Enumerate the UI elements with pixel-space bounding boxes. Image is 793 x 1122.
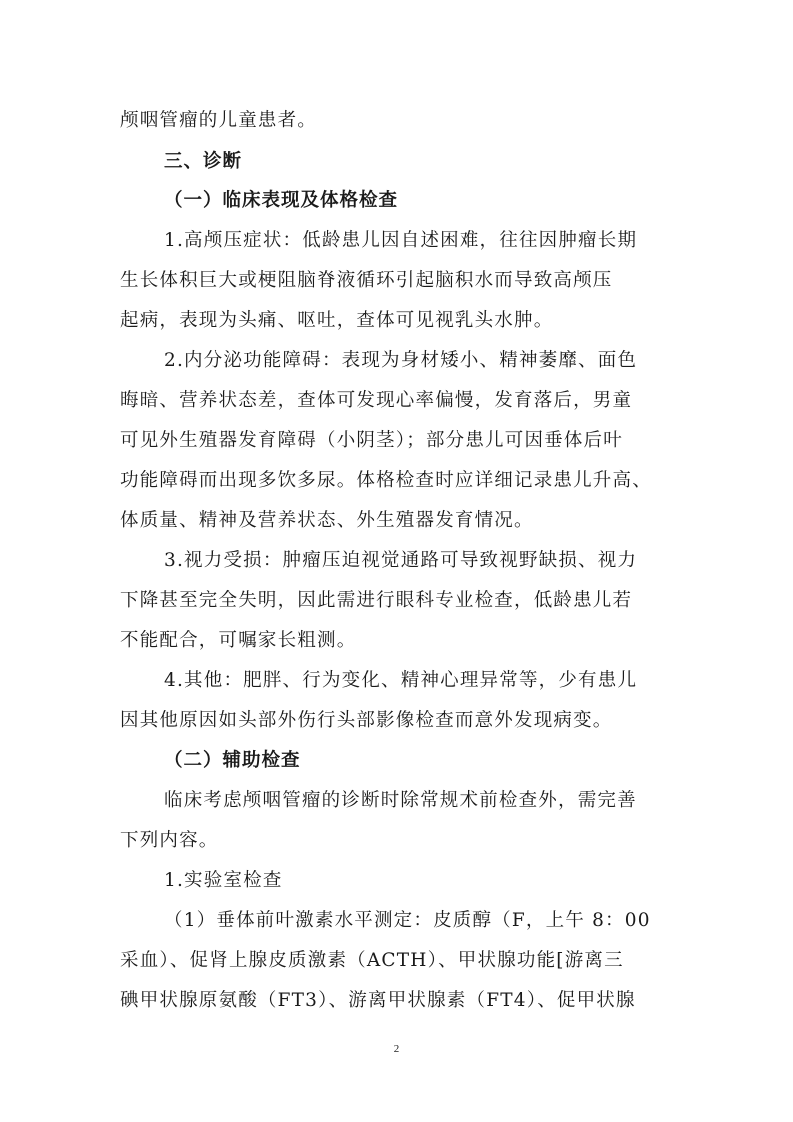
paragraph-line: 功能障碍而出现多饮多尿。体格检查时应详细记录患儿升高、 — [120, 470, 652, 491]
paragraph-line: 下列内容。 — [120, 830, 219, 851]
paragraph-line: 可见外生殖器发育障碍（小阴茎）；部分患儿可因垂体后叶 — [120, 430, 623, 451]
section-heading: 三、诊断 — [164, 151, 243, 172]
paragraph-line: 临床考虑颅咽管瘤的诊断时除常规术前检查外，需完善 — [164, 790, 637, 811]
paragraph-line: 3.视力受损：肿瘤压迫视觉通路可导致视野缺损、视力 — [164, 550, 638, 571]
paragraph-line: 不能配合，可嘱家长粗测。 — [120, 630, 357, 651]
paragraph-line: 4.其他：肥胖、行为变化、精神心理异常等，少有患儿 — [164, 670, 638, 691]
paragraph-line: 2.内分泌功能障碍：表现为身材矮小、精神萎靡、面色 — [164, 350, 638, 371]
paragraph-line: 1.实验室检查 — [164, 870, 283, 891]
subsection-heading: （二）辅助检查 — [164, 750, 301, 771]
paragraph-line: 晦暗、营养状态差，查体可发现心率偏慢，发育落后，男童 — [120, 390, 633, 411]
paragraph-line: 碘甲状腺原氨酸（FT3）、游离甲状腺素（FT4）、促甲状腺 — [120, 990, 636, 1011]
paragraph-line: 1.高颅压症状：低龄患儿因自述困难，往往因肿瘤长期 — [164, 230, 638, 251]
page-number: 2 — [393, 1043, 400, 1055]
paragraph-line: 颅咽管瘤的儿童患者。 — [120, 110, 318, 131]
paragraph-line: 因其他原因如头部外伤行头部影像检查而意外发现病变。 — [120, 710, 613, 731]
paragraph-line: 生长体积巨大或梗阻脑脊液循环引起脑积水而导致高颅压 — [120, 270, 613, 291]
paragraph-line: 起病，表现为头痛、呕吐，查体可见视乳头水肿。 — [120, 310, 554, 331]
paragraph-line: （1）垂体前叶激素水平测定：皮质醇（F，上午 8：00 — [164, 910, 651, 931]
paragraph-line: 体质量、精神及营养状态、外生殖器发育情况。 — [120, 510, 534, 531]
paragraph-line: 采血）、促肾上腺皮质激素（ACTH）、甲状腺功能[游离三 — [120, 950, 624, 971]
subsection-heading: （一）临床表现及体格检查 — [164, 190, 399, 211]
paragraph-line: 下降甚至完全失明，因此需进行眼科专业检查，低龄患儿若 — [120, 590, 633, 611]
